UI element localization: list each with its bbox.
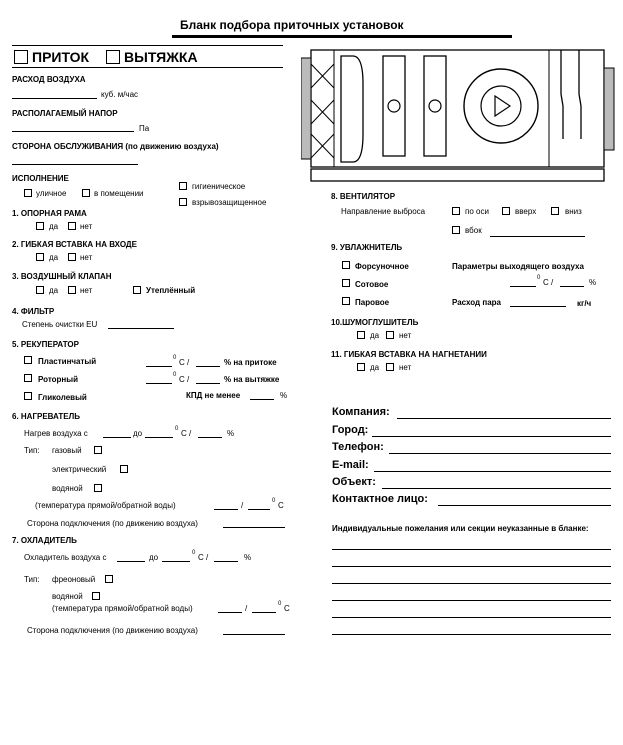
s6-to-label: до [133,429,143,438]
s7-cool-label: Охладитель воздуха с [24,553,107,562]
email-label: E-mail: [332,459,369,471]
s7-tw2-field[interactable] [252,612,276,613]
s5-c-slash-2: С / [179,375,190,384]
s9-title: 9. УВЛАЖНИТЕЛЬ [331,243,403,252]
s3-no-checkbox[interactable] [68,286,76,294]
s6-deg-2: 0 [272,498,276,504]
s5-deg-1: 0 [173,355,177,361]
airflow-unit: куб. м/час [101,90,139,99]
outdoor-checkbox[interactable] [24,189,32,197]
s5-rotary-checkbox[interactable] [24,374,32,382]
s11-no-label: нет [399,363,412,372]
s8-axis-label: по оси [465,207,489,216]
s6-water-checkbox[interactable] [94,484,102,492]
s9-honeycomb-label: Сотовое [355,280,389,289]
s2-no-checkbox[interactable] [68,253,76,261]
s6-tw1-field[interactable] [214,509,238,510]
indoor-label: в помещении [94,189,144,198]
s6-to-field[interactable] [145,437,173,438]
s5-kpd-label: КПД не менее [186,391,241,400]
s10-title: 10.ШУМОГЛУШИТЕЛЬ [331,318,419,327]
s9-pct: % [589,278,597,287]
email-field[interactable] [374,471,611,472]
pressure-label: РАСПОЛАГАЕМЫЙ НАПОР [12,109,118,118]
s7-from-field[interactable] [117,561,145,562]
explosion-checkbox[interactable] [179,198,187,206]
company-field[interactable] [397,418,611,419]
s7-freon-checkbox[interactable] [105,575,113,583]
s11-title: 11. ГИБКАЯ ВСТАВКА НА НАГНЕТАНИИ [331,350,487,359]
s7-slash: / [245,604,248,613]
s9-honeycomb-checkbox[interactable] [342,279,350,287]
s3-yes-label: да [49,286,59,295]
s9-steam-flow-field[interactable] [510,306,566,307]
hygienic-checkbox[interactable] [179,182,187,190]
s2-yes-label: да [49,253,59,262]
s5-kpd-pct: % [280,391,288,400]
wishes-line[interactable] [332,549,611,550]
service-side-field[interactable] [12,164,138,165]
s7-hum-field[interactable] [214,561,238,562]
s2-yes-checkbox[interactable] [36,253,44,261]
s5-pct-exhaust: % на вытяжке [224,375,280,384]
s8-title: 8. ВЕНТИЛЯТОР [331,192,396,201]
s1-no-checkbox[interactable] [68,222,76,230]
s9-h-field[interactable] [560,286,584,287]
object-field[interactable] [382,488,611,489]
s6-tw2-field[interactable] [248,509,270,510]
s11-yes-label: да [370,363,380,372]
s8-down-checkbox[interactable] [551,207,559,215]
s8-up-label: вверх [515,207,537,216]
s8-side-label: вбок [465,226,482,235]
city-label: Город: [332,424,369,436]
s10-yes-checkbox[interactable] [357,331,365,339]
s7-side-field[interactable] [223,634,285,635]
s9-params-label: Параметры выходящего воздуха [452,262,584,271]
indoor-checkbox[interactable] [82,189,90,197]
execution-label: ИСПОЛНЕНИЕ [12,174,69,183]
s9-deg: 0 [537,275,541,281]
s7-to-label: до [149,553,159,562]
s4-degree-field[interactable] [108,328,174,329]
s9-steam-label: Паровое [355,298,390,307]
mode-top-rule [12,45,283,46]
s6-temp-label: (температура прямой/обратной воды) [35,501,176,510]
s7-freon-label: фреоновый [52,575,96,584]
unit-diagram [301,44,619,186]
s11-yes-checkbox[interactable] [357,363,365,371]
s6-hum-field[interactable] [198,437,222,438]
s7-water-checkbox[interactable] [92,592,100,600]
s5-h2-field[interactable] [196,383,220,384]
hygienic-label: гигиеническое [192,182,246,191]
s4-degree-label: Степень очистки EU [22,320,98,329]
s8-axis-checkbox[interactable] [452,207,460,215]
s5-deg-2: 0 [173,372,177,378]
s5-glycol-checkbox[interactable] [24,392,32,400]
s6-electric-label: электрический [52,465,107,474]
s11-no-checkbox[interactable] [386,363,394,371]
s5-plate-checkbox[interactable] [24,356,32,364]
s10-no-checkbox[interactable] [386,331,394,339]
s3-insulated-checkbox[interactable] [133,286,141,294]
s7-c-slash: С / [198,553,209,562]
object-label: Объект: [332,476,376,488]
s8-side-field[interactable] [490,236,585,237]
page-title: Бланк подбора приточных установок [180,18,404,32]
s3-yes-checkbox[interactable] [36,286,44,294]
s9-steam-flow-label: Расход пара [452,298,501,307]
s8-up-checkbox[interactable] [502,207,510,215]
s7-water-label: водяной [52,592,83,601]
s6-side-label: Сторона подключения (по движению воздуха) [27,519,198,528]
s6-c-slash: С / [181,429,192,438]
wishes-line[interactable] [332,566,611,567]
s7-to-field[interactable] [162,561,190,562]
s1-yes-label: да [49,222,59,231]
s5-glycol-label: Гликолевый [38,393,87,402]
exhaust-checkbox[interactable] [106,50,120,64]
s6-pct: % [227,429,235,438]
s5-title: 5. РЕКУПЕРАТОР [12,340,79,349]
s1-title: 1. ОПОРНАЯ РАМА [12,209,87,218]
s3-insulated-label: Утеплённый [146,286,196,295]
person-field[interactable] [438,505,611,506]
person-label: Контактное лицо: [332,493,428,505]
s7-deg-2: 0 [278,601,282,607]
s8-side-checkbox[interactable] [452,226,460,234]
wishes-line[interactable] [332,634,611,635]
s1-yes-checkbox[interactable] [36,222,44,230]
city-field[interactable] [372,436,611,437]
s9-c-slash: С / [543,278,554,287]
pressure-unit: Па [139,124,150,133]
company-label: Компания: [332,406,390,418]
s6-electric-checkbox[interactable] [120,465,128,473]
s6-type-label: Тип: [24,446,40,455]
s7-deg: 0 [192,550,196,556]
s6-from-field[interactable] [103,437,131,438]
wishes-line[interactable] [332,617,611,618]
s6-water-label: водяной [52,484,83,493]
s7-c: С [284,604,290,613]
wishes-line[interactable] [332,600,611,601]
supply-checkbox[interactable] [14,50,28,64]
s2-title: 2. ГИБКАЯ ВСТАВКА НА ВХОДЕ [12,240,137,249]
airflow-field[interactable] [12,98,97,99]
s7-title: 7. ОХЛАДИТЕЛЬ [12,536,77,545]
s9-kgh: кг/ч [577,299,592,308]
s9-t-field[interactable] [510,286,536,287]
explosion-label: взрывозащищенное [192,198,267,207]
s6-slash: / [241,501,244,510]
s8-direction-label: Направление выброса [341,207,426,216]
wishes-line[interactable] [332,583,611,584]
s10-yes-label: да [370,331,380,340]
s6-heat-label: Нагрев воздуха с [24,429,88,438]
s6-gas-label: газовый [52,446,82,455]
exhaust-label: ВЫТЯЖКА [124,49,198,65]
s5-rotary-label: Роторный [38,375,78,384]
s7-type-label: Тип: [24,575,40,584]
s6-side-field[interactable] [223,527,285,528]
outdoor-label: уличное [36,189,67,198]
s10-no-label: нет [399,331,412,340]
wishes-label: Индивидуальные пожелания или секции неуказанные в бланке: [332,524,589,533]
s3-title: 3. ВОЗДУШНЫЙ КЛАПАН [12,272,112,281]
pressure-field[interactable] [12,131,134,132]
s5-c-slash-1: С / [179,358,190,367]
s1-no-label: нет [80,222,93,231]
airflow-label: РАСХОД ВОЗДУХА [12,75,86,84]
s8-down-label: вниз [565,207,582,216]
title-underline [172,35,512,38]
s5-kpd-field[interactable] [250,399,274,400]
s5-plate-label: Пластинчатый [38,357,97,366]
s7-pct: % [244,553,252,562]
s4-title: 4. ФИЛЬТР [12,307,55,316]
s9-steam-checkbox[interactable] [342,297,350,305]
phone-field[interactable] [389,453,611,454]
s9-nozzle-label: Форсуночное [355,262,409,271]
s7-side-label: Сторона подключения (по движению воздуха) [27,626,198,635]
s6-c: С [278,501,284,510]
s7-tw1-field[interactable] [218,612,242,613]
s7-temp-label: (температура прямой/обратной воды) [52,604,193,613]
s5-t1-field[interactable] [146,366,172,367]
supply-label: ПРИТОК [32,49,90,65]
s2-no-label: нет [80,253,93,262]
s6-title: 6. НАГРЕВАТЕЛЬ [12,412,80,421]
s6-deg: 0 [175,426,179,432]
s5-h1-field[interactable] [196,366,220,367]
mode-bottom-rule [12,67,283,68]
s3-no-label: нет [80,286,93,295]
s5-t2-field[interactable] [146,383,172,384]
phone-label: Телефон: [332,441,384,453]
s6-gas-checkbox[interactable] [94,446,102,454]
service-side-label: СТОРОНА ОБСЛУЖИВАНИЯ (по движению воздуха) [12,142,219,151]
s5-pct-supply: % на притоке [224,358,277,367]
s9-nozzle-checkbox[interactable] [342,261,350,269]
